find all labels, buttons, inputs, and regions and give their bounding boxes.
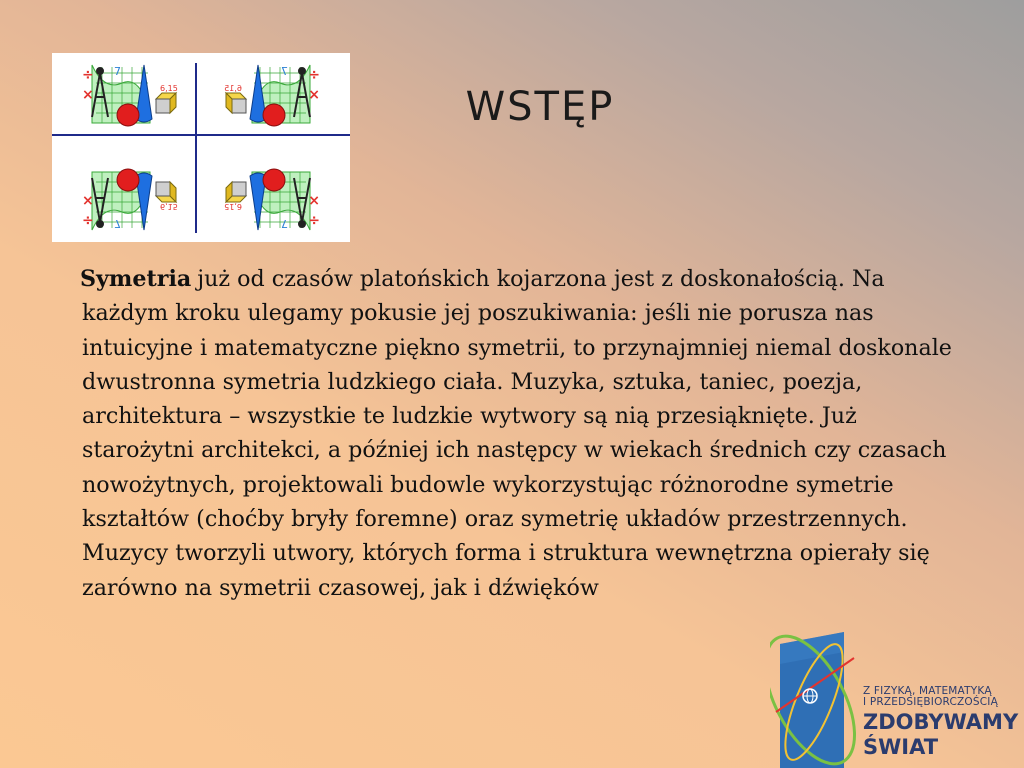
body-paragraph <box>82 262 970 605</box>
logo-tagline-line: Z FIZYKĄ, MATEMATYKĄ <box>863 685 992 697</box>
zdobywamy-swiat-logo <box>770 632 1024 768</box>
logo-title-line: ŚWIAT <box>863 735 939 759</box>
body-text: już od czasów platońskich kojarzona jest z doskonałością. Na każdym kroku ulegamy pokusie jej poszukiwania: jeśli nie porusza nas intuicyjne i matematyczne piękno symetrii, to przynajmniej niemal doskonale dwustronna symetria ludzkiego ciała. Muzyka, sztuka, taniec, poezja, architektura – wszystkie te ludzkie wytwory są nią przesiąknięte. Już starożytni architekci, a później ich następcy w wiekach średnich czy czasach nowożytnych, projektowali budowle wykorzystując różnorodne symetrie kształtów (choćby bryły foremne) oraz symetrię układów przestrzennych. Muzycy tworzyli utwory, których forma i struktura wewnętrzna opierały się zarówno na symetrii czasowej, jak i dźwięków <box>82 266 952 601</box>
body-lead-term: Symetria <box>80 266 192 292</box>
logo-tagline-line: I PRZEDSIĘBIORCZOŚCIĄ <box>863 696 998 708</box>
logo-tagline <box>863 686 998 708</box>
logo-title <box>863 710 1018 760</box>
slide-title: WSTĘP <box>465 84 615 130</box>
symmetry-illustration <box>52 53 350 242</box>
logo-title-line: ZDOBYWAMY <box>863 710 1019 734</box>
